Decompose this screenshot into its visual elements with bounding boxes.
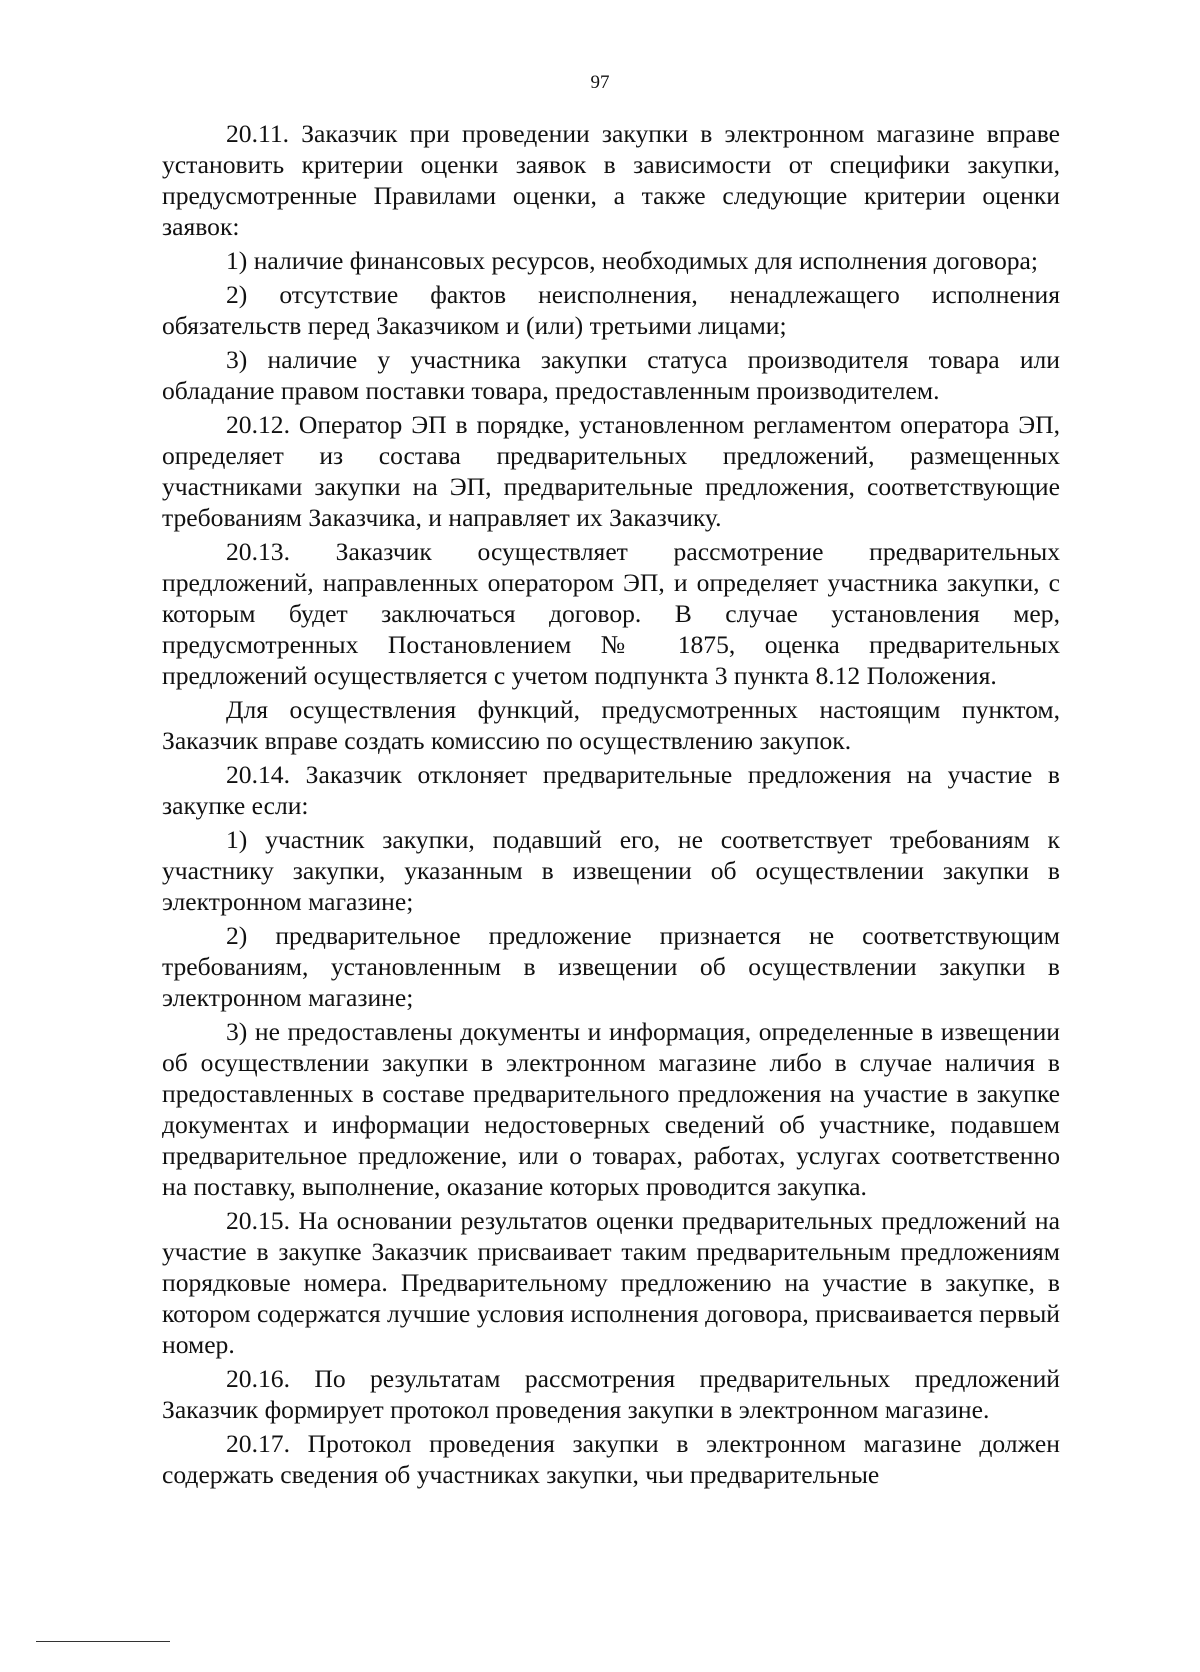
list-item-20-11-1: 1) наличие финансовых ресурсов, необходимых для исполнения договора; — [226, 246, 1039, 275]
paragraph-20-14: 20.14. Заказчик отклоняет предварительные предложения на участие в закупке если: — [162, 760, 1060, 820]
footer-rule — [36, 1641, 170, 1642]
list-item-20-11-2: 2) отсутствие фактов неисполнения, ненадлежащего исполнения обязательств перед Заказчиком и (или) третьими лицами; — [162, 280, 1060, 340]
paragraph-20-13: 20.13. Заказчик осуществляет рассмотрение предварительных предложений, направленных оператором ЭП, и определяет участника закупки, с которым будет заключаться договор. В случае установления мер, предусмотренных Постановлением № 1875, оценка предварительных предложений осуществляется с учетом подпункта 3 пункта 8.12 Положения. — [162, 537, 1060, 690]
list-item-20-11-3: 3) наличие у участника закупки статуса производителя товара или обладание правом поставки товара, предоставленным производителем. — [162, 345, 1060, 405]
paragraph-20-17: 20.17. Протокол проведения закупки в электронном магазине должен содержать сведения об участниках закупки, чьи предварительные — [162, 1429, 1060, 1489]
paragraph-20-16: 20.16. По результатам рассмотрения предварительных предложений Заказчик формирует протокол проведения закупки в электронном магазине. — [162, 1364, 1060, 1424]
paragraph-20-11: 20.11. Заказчик при проведении закупки в электронном магазине вправе установить критерии оценки заявок в зависимости от специфики закупки, предусмотренные Правилами оценки, а также следующие критерии оценки заявок: — [162, 119, 1060, 241]
list-item-20-14-3: 3) не предоставлены документы и информация, определенные в извещении об осуществлении закупки в электронном магазине либо в случае наличия в предоставленных в составе предварительного предложения на участие в закупке документах и информации недостоверных сведений об участнике, подавшем предварительное предложение, или о товарах, работах, услугах соответственно на поставку, выполнение, оказание которых проводится закупка. — [162, 1017, 1060, 1201]
page-number: 97 — [590, 72, 610, 93]
list-item-20-14-2: 2) предварительное предложение признается не соответствующим требованиям, установленным в извещении об осуществлении закупки в электронном магазине; — [162, 921, 1060, 1012]
paragraph-20-12: 20.12. Оператор ЭП в порядке, установленном регламентом оператора ЭП, определяет из состава предварительных предложений, размещенных участниками закупки на ЭП, предварительные предложения, соответствующие требованиям Заказчика, и направляет их Заказчику. — [162, 410, 1060, 532]
list-item-20-14-1: 1) участник закупки, подавший его, не соответствует требованиям к участнику закупки, указанным в извещении об осуществлении закупки в электронном магазине; — [162, 825, 1060, 916]
paragraph-20-13-commission: Для осуществления функций, предусмотренных настоящим пунктом, Заказчик вправе создать комиссию по осуществлению закупок. — [162, 695, 1060, 755]
document-body — [162, 118, 1060, 1493]
paragraph-20-15: 20.15. На основании результатов оценки предварительных предложений на участие в закупке Заказчик присваивает таким предварительным предложениям порядковые номера. Предварительному предложению на участие в закупке, в котором содержатся лучшие условия исполнения договора, присваивается первый номер. — [162, 1206, 1060, 1359]
